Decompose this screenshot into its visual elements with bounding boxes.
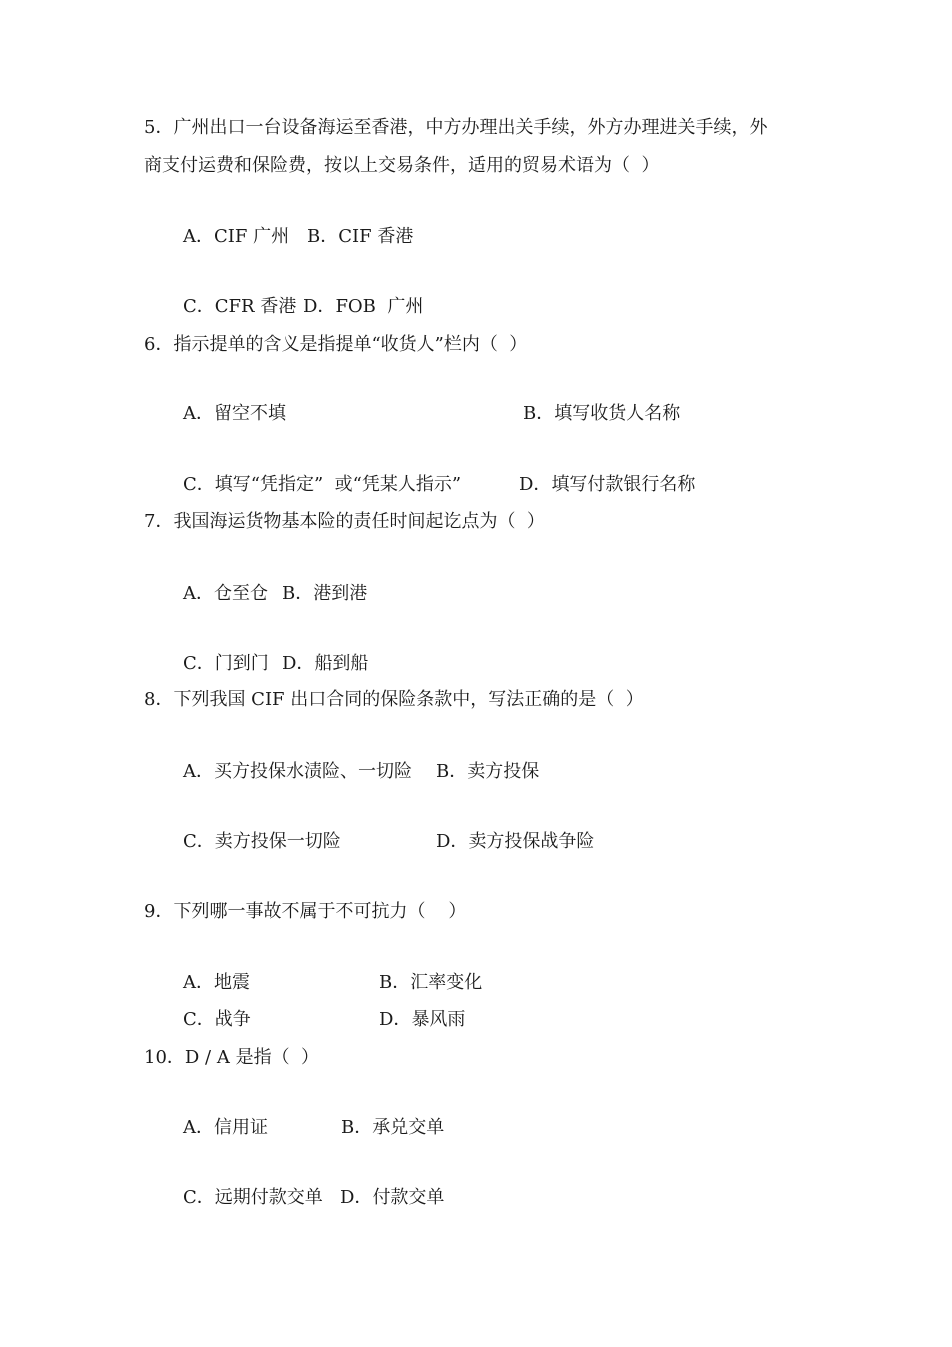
option-text: 填写付款银行名称 <box>551 474 696 495</box>
option-text: 卖方投保 <box>467 761 540 782</box>
option-label: A． <box>183 583 214 604</box>
option-text: 战争 <box>214 1009 251 1030</box>
option-label: D． <box>282 653 315 674</box>
question-7-stem: 7．我国海运货物基本险的责任时间起讫点为（ ） <box>144 511 545 532</box>
question-8-option-a <box>183 760 412 784</box>
question-7-option-d <box>282 652 368 676</box>
question-8-option-c <box>183 830 341 854</box>
option-text: 地震 <box>214 972 250 993</box>
question-10-stem: 10．D / A 是指（ ） <box>144 1047 320 1068</box>
question-7-option-a <box>183 582 268 606</box>
option-text: CFR 香港 <box>214 296 297 317</box>
question-9-option-c <box>183 1008 251 1032</box>
option-text: FOB 广州 <box>335 296 424 317</box>
question-8-option-b <box>436 760 539 784</box>
option-text: CIF 香港 <box>338 226 414 247</box>
question-9-option-d <box>379 1008 465 1032</box>
question-6-option-b <box>523 402 680 426</box>
option-label: D． <box>436 831 469 852</box>
option-label: A． <box>183 761 214 782</box>
option-text: 船到船 <box>314 653 369 674</box>
question-5-stem-line-1: 5．广州出口一台设备海运至香港，中方办理出关手续，外方办理进关手续，外 <box>144 117 768 138</box>
option-text: 港到港 <box>313 583 368 604</box>
option-text: 卖方投保战争险 <box>468 831 595 852</box>
option-label: C． <box>183 831 215 852</box>
option-label: D． <box>519 474 552 495</box>
question-10-option-b <box>341 1116 444 1140</box>
option-label: A． <box>183 226 214 247</box>
option-text: CIF 广州 <box>214 226 290 247</box>
question-7-option-c <box>183 652 269 676</box>
option-text: 买方投保水渍险、一切险 <box>214 761 412 782</box>
question-10-option-d <box>340 1186 444 1210</box>
question-10-option-a <box>183 1116 268 1140</box>
question-8-stem: 8．下列我国 CIF 出口合同的保险条款中，写法正确的是（ ） <box>144 689 644 710</box>
option-text: 卖方投保一切险 <box>214 831 341 852</box>
option-text: 门到门 <box>214 653 269 674</box>
question-5-stem-line-2: 商支付运费和保险费，按以上交易条件，适用的贸易术语为（ ） <box>144 155 660 176</box>
option-text: 填写“凭指定” 或“凭某人指示” <box>214 474 462 495</box>
question-6-option-c <box>183 473 461 497</box>
option-label: D． <box>379 1009 412 1030</box>
option-label: C． <box>183 653 215 674</box>
option-label: C． <box>183 1009 215 1030</box>
option-label: B． <box>282 583 314 604</box>
option-label: B． <box>523 403 555 424</box>
question-9-stem: 9．下列哪一事故不属于不可抗力（ ） <box>144 901 467 922</box>
option-label: B． <box>379 972 411 993</box>
question-5-option-c <box>183 295 296 319</box>
option-label: B． <box>307 226 339 247</box>
option-text: 承兑交单 <box>372 1117 445 1138</box>
option-label: C． <box>183 474 215 495</box>
question-6-option-a <box>183 402 286 426</box>
question-6-stem: 6．指示提单的含义是指提单“收货人”栏内（ ） <box>144 334 528 355</box>
option-text: 填写收货人名称 <box>554 403 681 424</box>
question-9-option-a <box>183 971 250 995</box>
question-7-option-b <box>282 582 367 606</box>
question-8-option-d <box>436 830 594 854</box>
option-label: A． <box>183 403 214 424</box>
option-text: 暴风雨 <box>411 1009 466 1030</box>
option-text: 付款交单 <box>372 1187 445 1208</box>
option-label: D． <box>303 296 336 317</box>
option-text: 仓至仓 <box>214 583 268 604</box>
question-5-option-d <box>303 295 423 319</box>
option-text: 汇率变化 <box>410 972 483 993</box>
option-label: C． <box>183 1187 215 1208</box>
question-6-option-d <box>519 473 695 497</box>
question-5-option-a <box>183 225 289 249</box>
option-text: 远期付款交单 <box>214 1187 323 1208</box>
option-label: D． <box>340 1187 373 1208</box>
option-label: B． <box>341 1117 373 1138</box>
question-10-option-c <box>183 1186 323 1210</box>
question-5-option-b <box>307 225 413 249</box>
option-label: A． <box>183 1117 214 1138</box>
option-label: B． <box>436 761 468 782</box>
question-9-option-b <box>379 971 482 995</box>
option-label: C． <box>183 296 215 317</box>
option-label: A． <box>183 972 214 993</box>
option-text: 留空不填 <box>214 403 286 424</box>
option-text: 信用证 <box>214 1117 268 1138</box>
